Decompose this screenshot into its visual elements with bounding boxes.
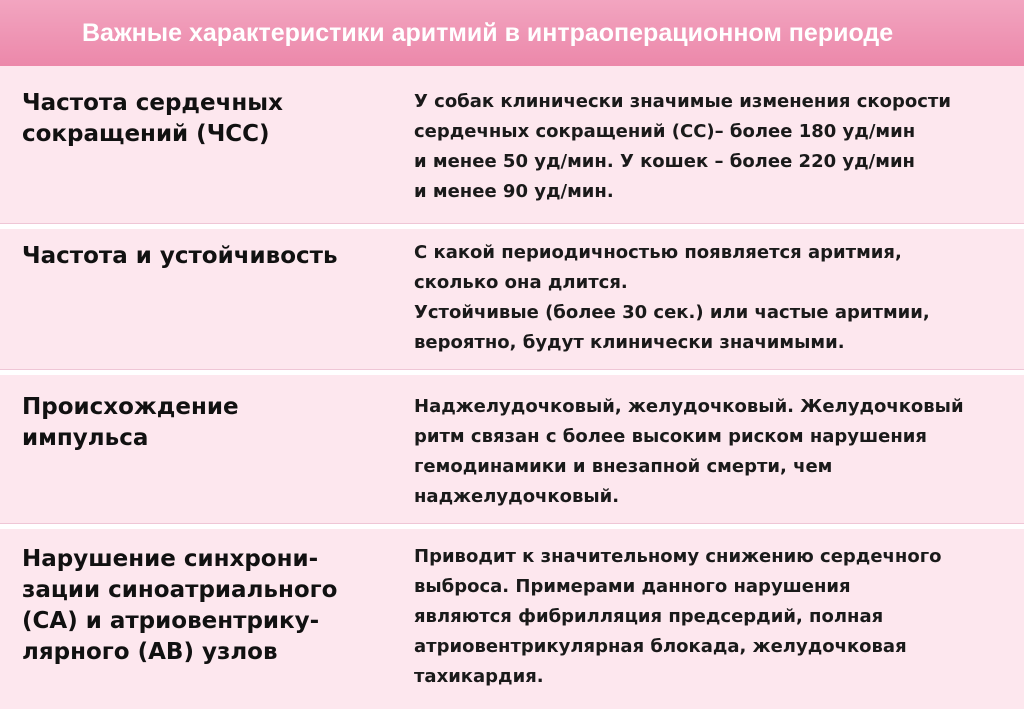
table-row [0,375,1024,523]
row-text-impulse-origin: Наджелудочковый, желудочковый. Желудочковый ритм связан с более высоким риском нарушения гемодинамики и внезапной смерти, чем наджелудочковый. [414,396,964,507]
table-title: Важные характеристики аритмий в интраоперационном периоде [82,18,894,47]
table-row [0,66,1024,223]
table-header [0,0,1024,66]
row-text-sync-disorder: Приводит к значительному снижению сердечного выброса. Примерами данного нарушения являются фибрилляция предсердий, полная атриовентрикулярная блокада, желудочковая тахикардия. [414,546,942,687]
row-text-heart-rate: У собак клинически значимые изменения скорости сердечных сокращений (СС)– более 180 уд/мин и менее 50 уд/мин. У кошек – более 220 уд/мин и менее 90 уд/мин. [414,91,951,202]
row-label-heart-rate: Частота сердечных сокращений (ЧСС) [22,90,283,147]
table-row [0,229,1024,369]
row-label-impulse-origin: Происхождение импульса [22,394,239,451]
row-label-frequency: Частота и устойчивость [22,243,338,269]
table-row [0,529,1024,709]
row-label-sync-disorder: Нарушение синхрони- зации синоатриального (СА) и атриовентрику- лярного (АВ) узлов [22,546,338,665]
row-text-frequency: С какой периодичностью появляется аритмия, сколько она длится. Устойчивые (более 30 сек.) или частые аритмии, вероятно, будут клинически значимыми. [414,242,930,353]
